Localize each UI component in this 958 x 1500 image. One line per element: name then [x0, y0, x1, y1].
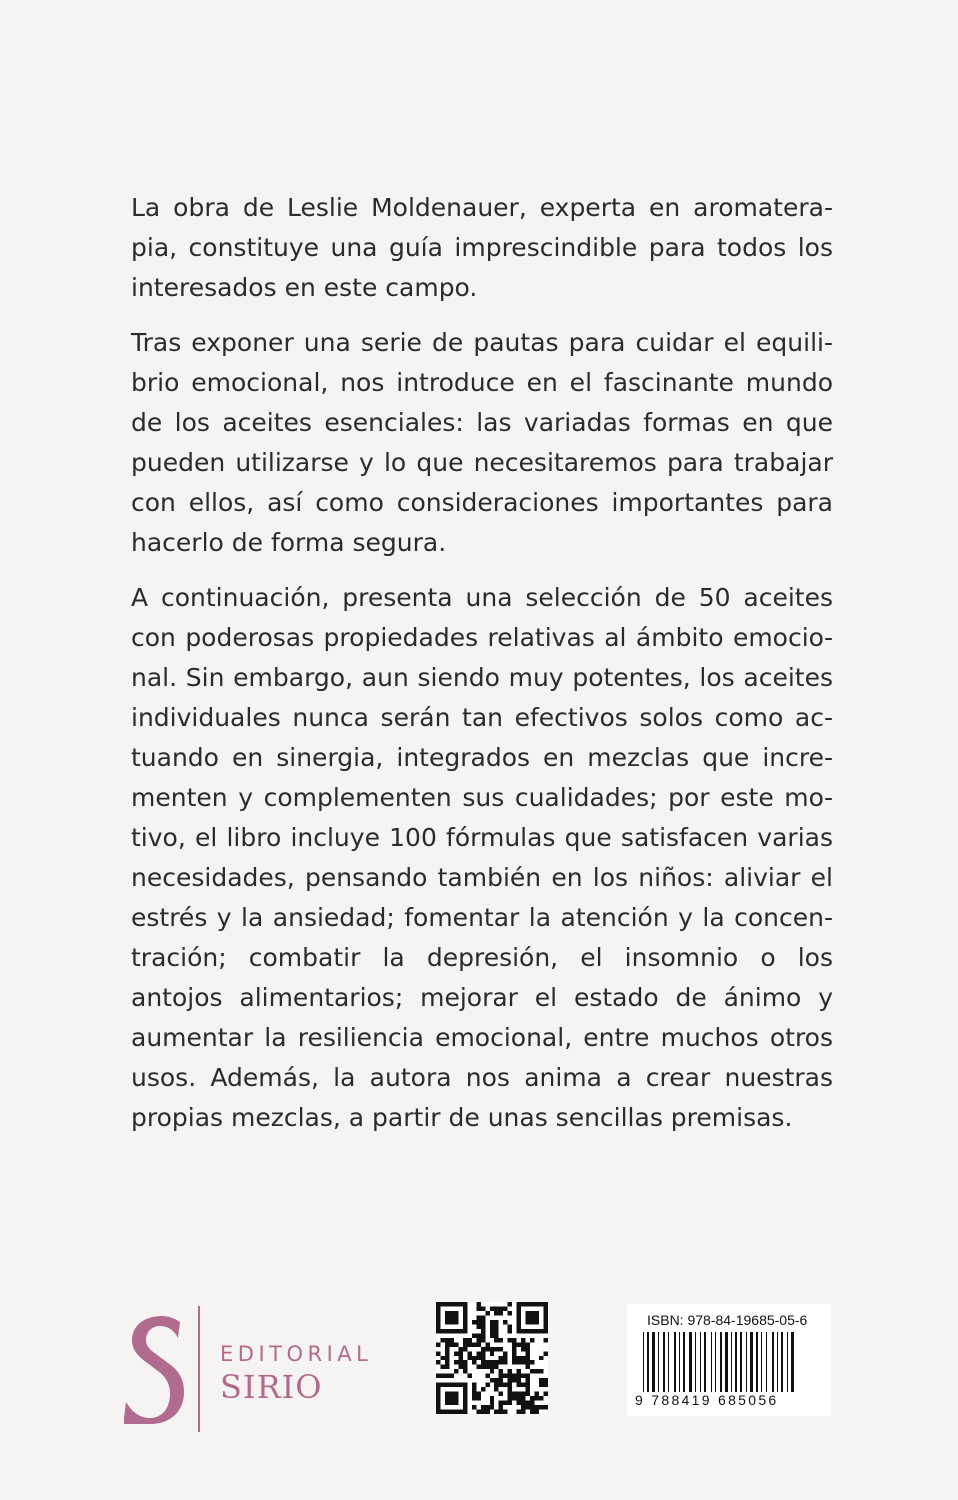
barcode-digits: 9 788419 685056: [635, 1392, 779, 1408]
cover-footer: [0, 1290, 958, 1440]
blurb-paragraph-3: A continuación, presenta una selección de 50 aceites con poderosas propiedades relativas al ámbito emocional. Sin embargo, aun siendo muy potentes, los aceites individuales nunca serán tan efectivos solos como actuando en sinergia, integrados en mezclas que incrementen y complementen sus cualidades; por este motivo, el libro incluye 100 fórmulas que satisfacen varias necesidades, pensando también en los niños: aliviar el estrés y la ansiedad; fomentar la atención y la concentración; combatir la depresión, el insomnio o los antojos alimentarios; mejorar el estado de ánimo y aumentar la resiliencia emocional, entre muchos otros usos. Además, la autora nos anima a crear nuestras propias mezclas, a partir de unas sencillas premisas.: [131, 583, 833, 1132]
isbn-barcode-box: [627, 1304, 831, 1416]
isbn-label: ISBN: 978-84-19685-05-6: [647, 1312, 808, 1328]
barcode-icon: [641, 1332, 823, 1392]
swan-s-logo-icon: [124, 1314, 186, 1426]
back-cover-blurb: [131, 188, 833, 1153]
qr-code-icon: [436, 1302, 548, 1414]
publisher-name-bottom: SIRIO: [220, 1368, 323, 1406]
blurb-paragraph-2: Tras exponer una serie de pautas para cuidar el equilibrio emocional, nos introduce en el fascinante mundo de los aceites esenciales: las variadas formas en que pueden utilizarse y lo que necesitaremos para trabajar con ellos, así como consideraciones importantes para hacerlo de forma segura.: [131, 328, 833, 557]
blurb-paragraph-1: La obra de Leslie Moldenauer, experta en aromaterapia, constituye una guía imprescindible para todos los interesados en este campo.: [131, 193, 833, 302]
logo-divider: [198, 1306, 200, 1432]
publisher-logo: [124, 1306, 384, 1436]
publisher-name-top: EDITORIAL: [220, 1342, 373, 1366]
